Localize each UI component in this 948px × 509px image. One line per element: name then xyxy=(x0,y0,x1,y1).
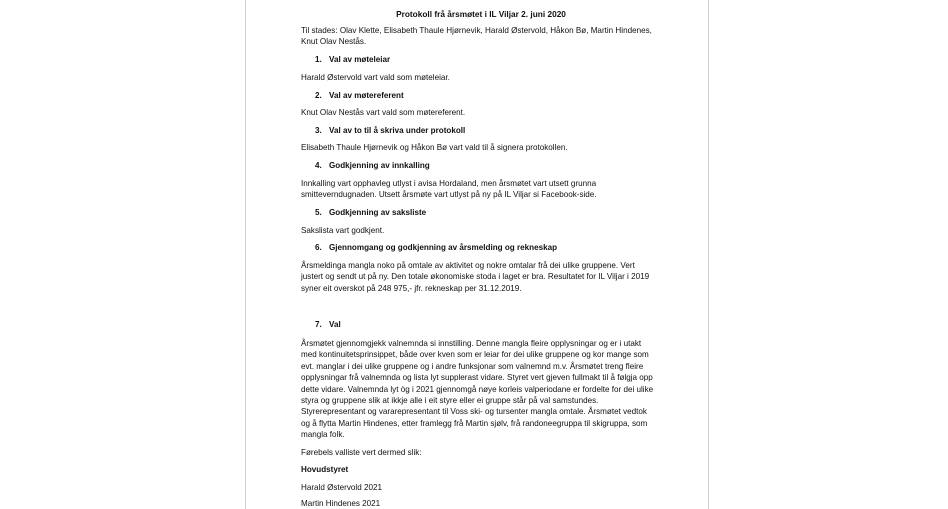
section-title: Gjennomgang og godkjenning av årsmelding og rekneskap xyxy=(329,243,558,252)
section-heading-5 xyxy=(315,207,655,218)
section-number: 5. xyxy=(315,208,322,217)
board-heading: Hovudstyret xyxy=(301,465,349,474)
section-heading-4 xyxy=(315,160,655,171)
section-number: 4. xyxy=(315,161,322,170)
section-heading-6 xyxy=(315,242,655,253)
document-page xyxy=(245,0,709,509)
section-body-5: Sakslista vart godkjent. xyxy=(301,226,385,235)
section-heading-3 xyxy=(315,125,655,136)
section-number: 6. xyxy=(315,243,322,252)
section-body-2: Knut Olav Nestås vart vald som møtereferent. xyxy=(301,108,466,117)
section-title: Val av to til å skriva under protokoll xyxy=(329,126,466,135)
section-title: Val xyxy=(329,320,341,329)
section-title: Godkjenning av innkalling xyxy=(329,161,430,170)
section-heading-7 xyxy=(315,319,655,330)
section-number: 3. xyxy=(315,126,322,135)
section-title: Val av møtereferent xyxy=(329,91,404,100)
section-number: 2. xyxy=(315,91,322,100)
document-title: Protokoll frå årsmøtet i IL Viljar 2. juni 2020 xyxy=(396,9,566,19)
section-number: 7. xyxy=(315,320,322,329)
section-body-7: Årsmøtet gjennomgjekk valnemnda si innstilling. Denne mangla fleire opplysningar og er i utakt med kontinuitetsprinsippet, både over kven som er leiar for dei ulike gruppene og kor mange som evt. manglar i dei ulike gruppene og i andre funksjonar som valnemnd m.v. Årsmøtet treng fleire opplysningar frå valnemnda og lista lyt supplerast vidare. Styret vert gjeven fullmakt til å følgja opp dette vidare. Valnemnda lyt òg i 2021 gjennomgå nøye korleis valperiodane er fordelte for dei ulike styra og gruppene slik at ikkje alle i eit styre eller ei gruppe står på val samstundes. Styrerepresentant og vararepresentant til Voss ski- og tursenter mangla omtale. Årsmøtet vedtok og å flytta Martin Hindenes, etter framlegg frå Martin sjølv, frå randoneegruppa til skigruppa, som mangla folk. xyxy=(301,339,654,440)
section-body-3: Elisabeth Thaule Hjørnevik og Håkon Bø vart vald til å signera protokollen. xyxy=(301,143,568,152)
section-body-1: Harald Østervold vart vald som møteleiar. xyxy=(301,73,450,82)
preliminary-list-intro: Førebels valliste vert dermed slik: xyxy=(301,448,422,457)
section-heading-1 xyxy=(315,54,655,65)
section-body-6: Årsmeldinga mangla noko på omtale av aktivitet og nokre omtalar frå dei ulike gruppene. Vert justert og sendt ut på ny. Den totale økonomiske stoda i laget er bra. Resultatet for IL Viljar i 2019 syner eit overskot på 248 975,- jfr. rekneskap per 31.12.2019. xyxy=(301,261,650,293)
section-title: Val av møteleiar xyxy=(329,55,391,64)
section-heading-2 xyxy=(315,90,655,101)
section-body-4: Innkalling vart opphavleg utlyst i avisa Hordaland, men årsmøtet vart utsett grunna smitteverndugnaden. Utsett årsmøte vart utlyst på ny på IL Viljar si Facebook-side. xyxy=(301,179,597,200)
section-number: 1. xyxy=(315,55,322,64)
attendees-text: Til stades: Olav Klette, Elisabeth Thaule Hjørnevik, Harald Østervold, Håkon Bø, Martin Hindenes, Knut Olav Nestås. xyxy=(301,26,652,47)
section-title: Godkjenning av saksliste xyxy=(329,208,427,217)
board-member: Martin Hindenes 2021 xyxy=(301,499,381,508)
board-member: Harald Østervold 2021 xyxy=(301,483,382,492)
